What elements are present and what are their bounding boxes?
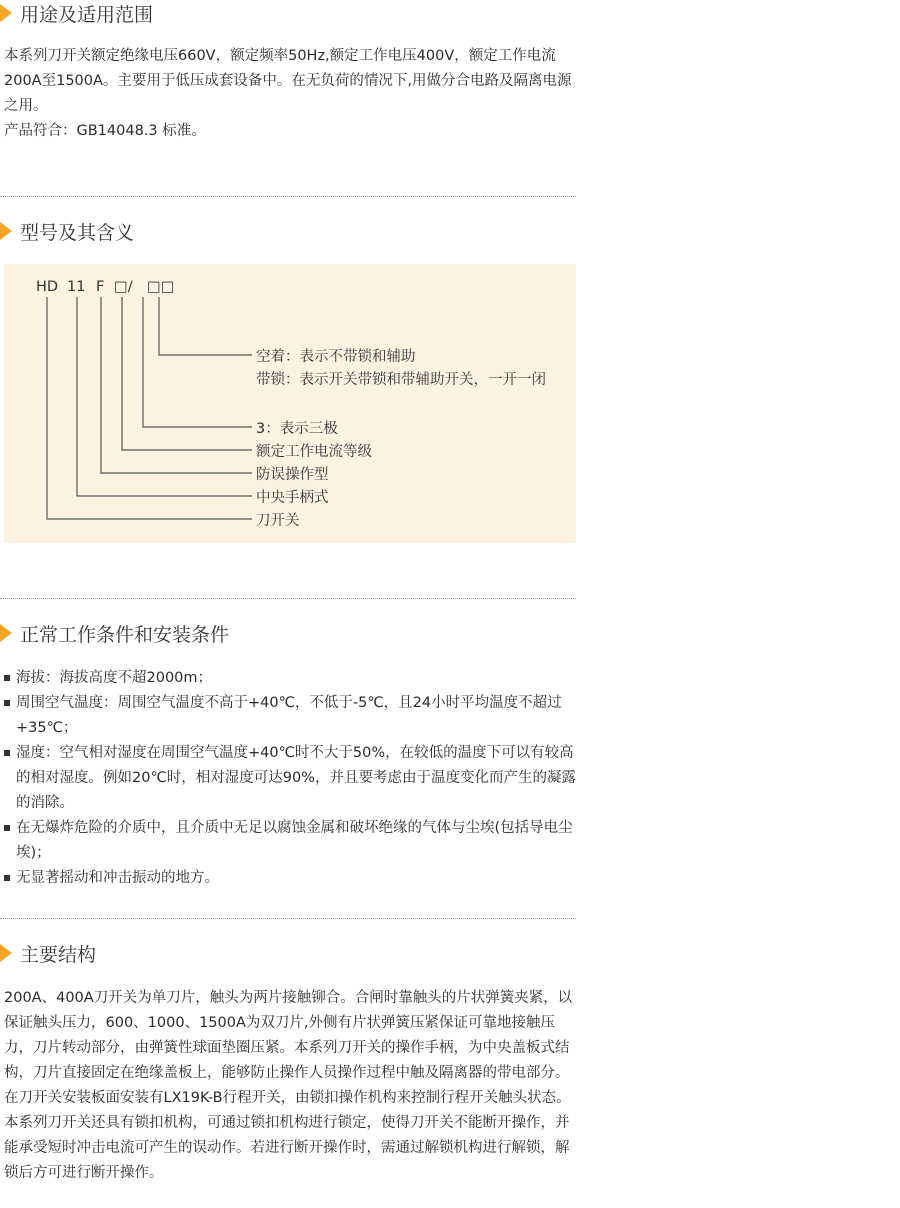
conditions-list (4, 666, 578, 891)
meaning-lock: 带锁：表示开关带锁和带辅助开关，一开一闭 (256, 372, 546, 388)
arrow-icon (0, 944, 12, 962)
section-title-usage (0, 0, 153, 26)
section-heading: 主要结构 (20, 943, 97, 966)
section-title-conditions (0, 620, 229, 646)
code-f: F (96, 279, 105, 295)
list-item: 周围空气温度：周围空气温度不高于+40℃，不低于-5℃，且24小时平均温度不超过+35℃； (4, 691, 578, 741)
connector-lines (47, 297, 252, 519)
divider (0, 918, 576, 919)
list-item: 无显著摇动和冲击振动的地方。 (4, 866, 578, 891)
code-11: 11 (67, 279, 86, 295)
list-item: 湿度：空气相对湿度在周围空气温度+40℃时不大于50%，在较低的温度下可以有较高的相对湿度。例如20℃时，相对湿度可达90%，并且要考虑由于温度变化而产生的凝露的消除。 (4, 741, 578, 816)
section-heading: 用途及适用范围 (20, 3, 154, 26)
arrow-icon (0, 4, 12, 22)
divider (0, 196, 576, 197)
model-diagram-svg (4, 264, 576, 543)
section-heading: 正常工作条件和安装条件 (20, 623, 230, 646)
bullet-icon (4, 675, 10, 681)
section-title-model (0, 218, 134, 244)
arrow-icon (0, 222, 12, 240)
bullet-icon (4, 875, 10, 881)
section-heading: 型号及其含义 (20, 221, 135, 244)
paragraph: 200A、400A刀开关为单刀片，触头为两片接触铆合。合闸时靠触头的片状弹簧夹紧，以保证触头压力，600、1000、1500A为双刀片,外侧有片状弹簧压紧保证可靠地接触压力，刀片转动部分，由弹簧性球面垫圈压紧。本系列刀开关的操作手柄，为中央盖板式结构，刀片直接固定在绝缘盖板上，能够防止操作人员操作过程中触及隔离器的带电部分。在刀开关安装板面安装有LX19K-B行程开关，由锁扣操作机构来控制行程开关触头状态。 (4, 990, 573, 1106)
meaning-poles: 3：表示三极 (256, 421, 338, 437)
meaning-handle: 中央手柄式 (256, 490, 329, 506)
code-poles: □□ (147, 279, 175, 295)
section-title-structure (0, 940, 96, 966)
meaning-current: 额定工作电流等级 (256, 444, 372, 460)
paragraph: 本系列刀开关还具有锁扣机构，可通过锁扣机构进行锁定，使得刀开关不能断开操作，并能承受短时冲击电流可产生的误动作。若进行断开操作时，需通过解锁机构进行解锁，解锁后方可进行断开操作。 (4, 1115, 570, 1181)
list-item: 在无爆炸危险的介质中，且介质中无足以腐蚀金属和破坏绝缘的气体与尘埃(包括导电尘埃)； (4, 816, 578, 866)
paragraph: 本系列刀开关额定绝缘电压660V，额定频率50Hz,额定工作电压400V，额定工作电流200A至1500A。主要用于低压成套设备中。在无负荷的情况下,用做分合电路及隔离电源之用。 (4, 48, 572, 114)
list-item: 海拔：海拔高度不超2000m； (4, 666, 578, 691)
usage-text (4, 44, 578, 144)
code-current: □/ (114, 279, 133, 295)
paragraph: 产品符合：GB14048.3 标准。 (4, 123, 206, 139)
meaning-anti-misoperation: 防误操作型 (256, 467, 329, 483)
bullet-icon (4, 825, 10, 831)
meaning-knife-switch: 刀开关 (256, 513, 300, 529)
meaning-empty: 空着：表示不带锁和辅助 (256, 349, 416, 365)
arrow-icon (0, 624, 12, 642)
structure-text (4, 986, 578, 1186)
bullet-icon (4, 700, 10, 706)
code-hd: HD (36, 279, 59, 295)
model-diagram (4, 264, 576, 543)
bullet-icon (4, 750, 10, 756)
divider (0, 598, 576, 599)
